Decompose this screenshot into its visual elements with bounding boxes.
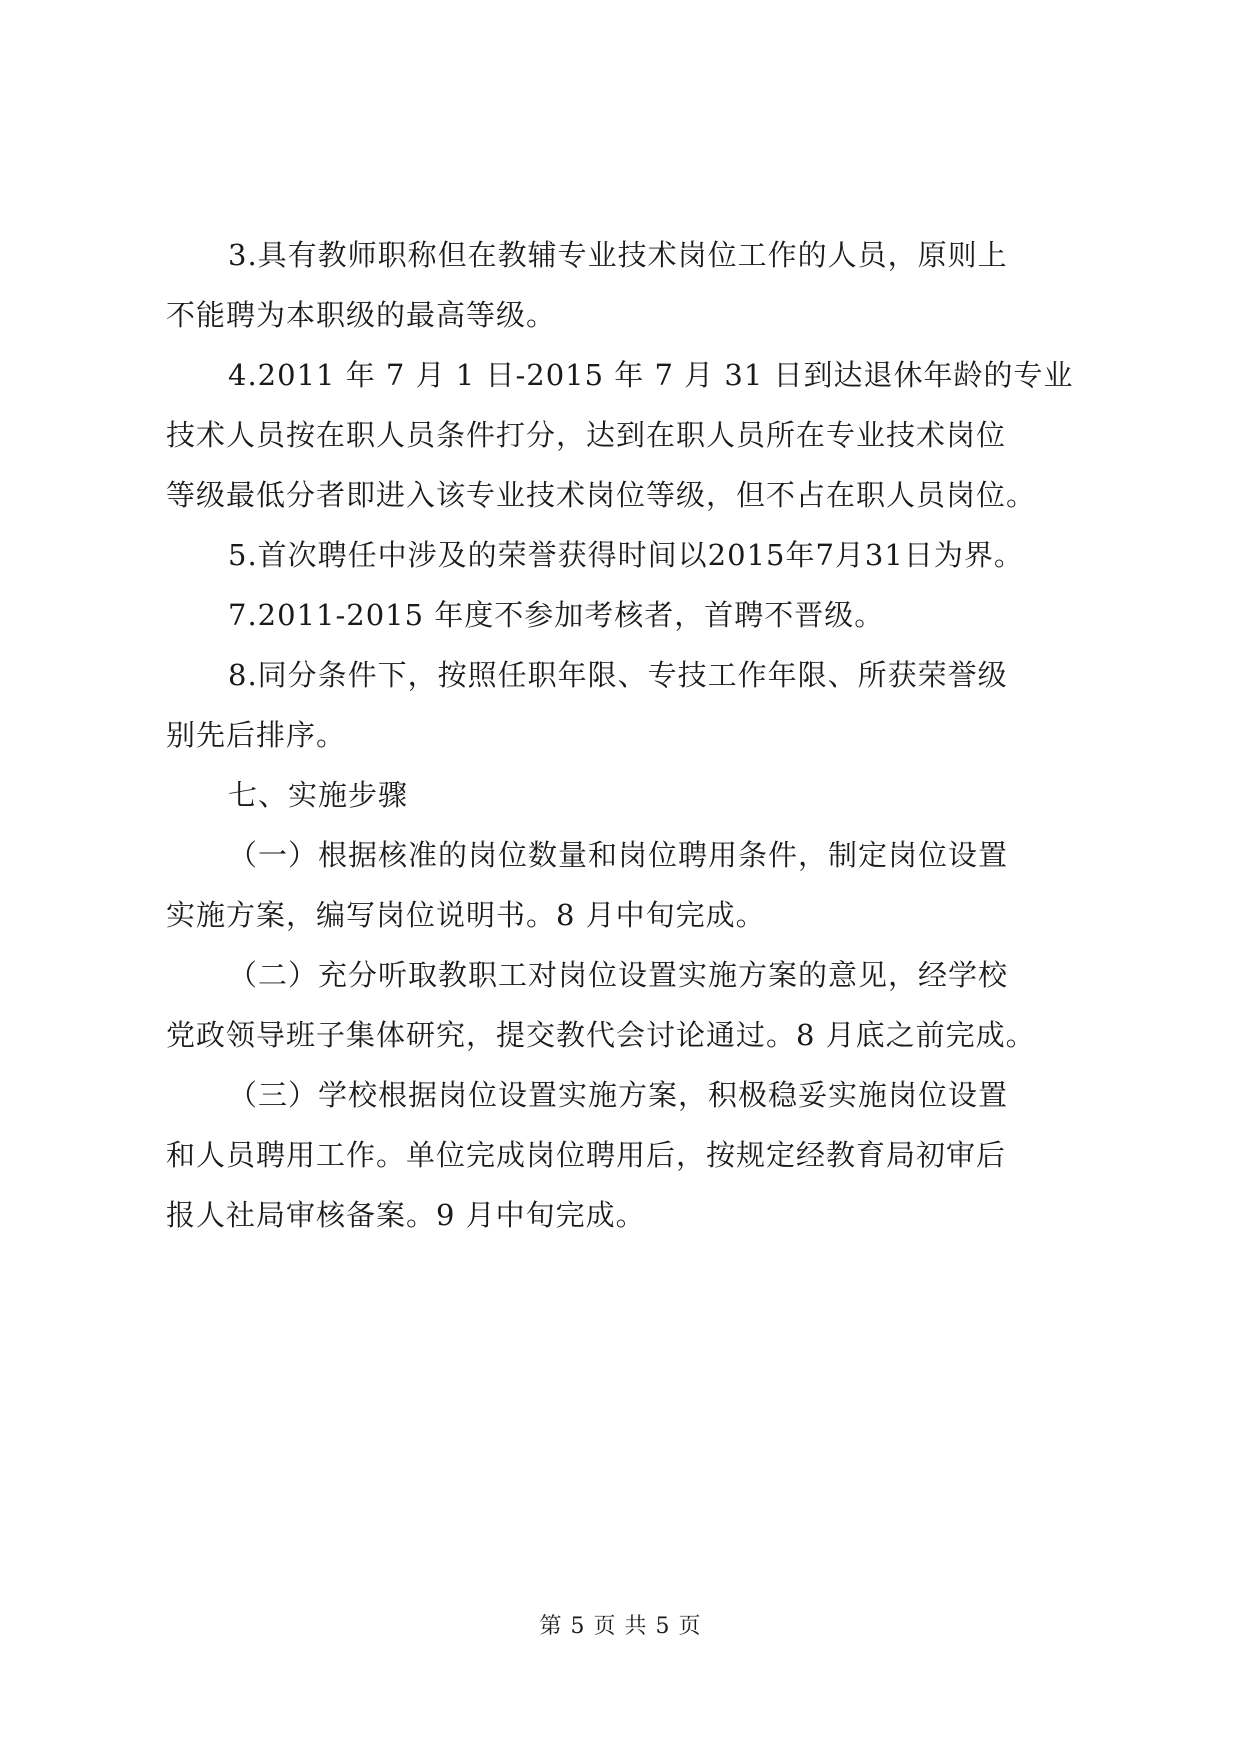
text-line: 别先后排序。 [166,718,347,752]
paragraph-step-1 [166,825,1086,945]
text-line: 8.同分条件下，按照任职年限、专技工作年限、所获荣誉级 [228,658,1008,692]
text-line: 技术人员按在职人员条件打分，达到在职人员所在专业技术岗位 [166,418,1007,452]
text-line: （一）根据核准的岗位数量和岗位聘用条件，制定岗位设置 [228,838,1009,872]
text-line: （二）充分听取教职工对岗位设置实施方案的意见，经学校 [228,958,1009,992]
text-line: （三）学校根据岗位设置实施方案，积极稳妥实施岗位设置 [228,1078,1009,1112]
paragraph-item-3 [166,225,1086,345]
paragraph-item-5 [166,525,1086,585]
text-line: 实施方案，编写岗位说明书。8 月中旬完成。 [166,898,766,932]
text-line: 不能聘为本职级的最高等级。 [166,298,557,332]
paragraph-step-3 [166,1065,1086,1245]
section-heading [166,765,1086,825]
paragraph-item-8 [166,645,1086,765]
text-line: 报人社局审核备案。9 月中旬完成。 [166,1198,646,1232]
text-line: 3.具有教师职称但在教辅专业技术岗位工作的人员，原则上 [228,238,1008,272]
paragraph-item-7 [166,585,1086,645]
text-line: 4.2011 年 7 月 1 日-2015 年 7 月 31 日到达退休年龄的专业 [228,358,1074,392]
text-line: 7.2011-2015 年度不参加考核者，首聘不晋级。 [228,598,885,632]
text-line: 和人员聘用工作。单位完成岗位聘用后，按规定经教育局初审后 [166,1138,1007,1172]
paragraph-item-4 [166,345,1086,525]
text-line: 党政领导班子集体研究，提交教代会讨论通过。8 月底之前完成。 [166,1018,1036,1052]
text-line: 七、实施步骤 [228,778,409,812]
text-line: 等级最低分者即进入该专业技术岗位等级，但不占在职人员岗位。 [166,478,1037,512]
document-body [166,225,1086,1245]
paragraph-step-2 [166,945,1086,1065]
page-number-footer: 第 5 页 共 5 页 [539,1614,702,1639]
text-line: 5.首次聘任中涉及的荣誉获得时间以2015年7月31日为界。 [228,538,1024,572]
